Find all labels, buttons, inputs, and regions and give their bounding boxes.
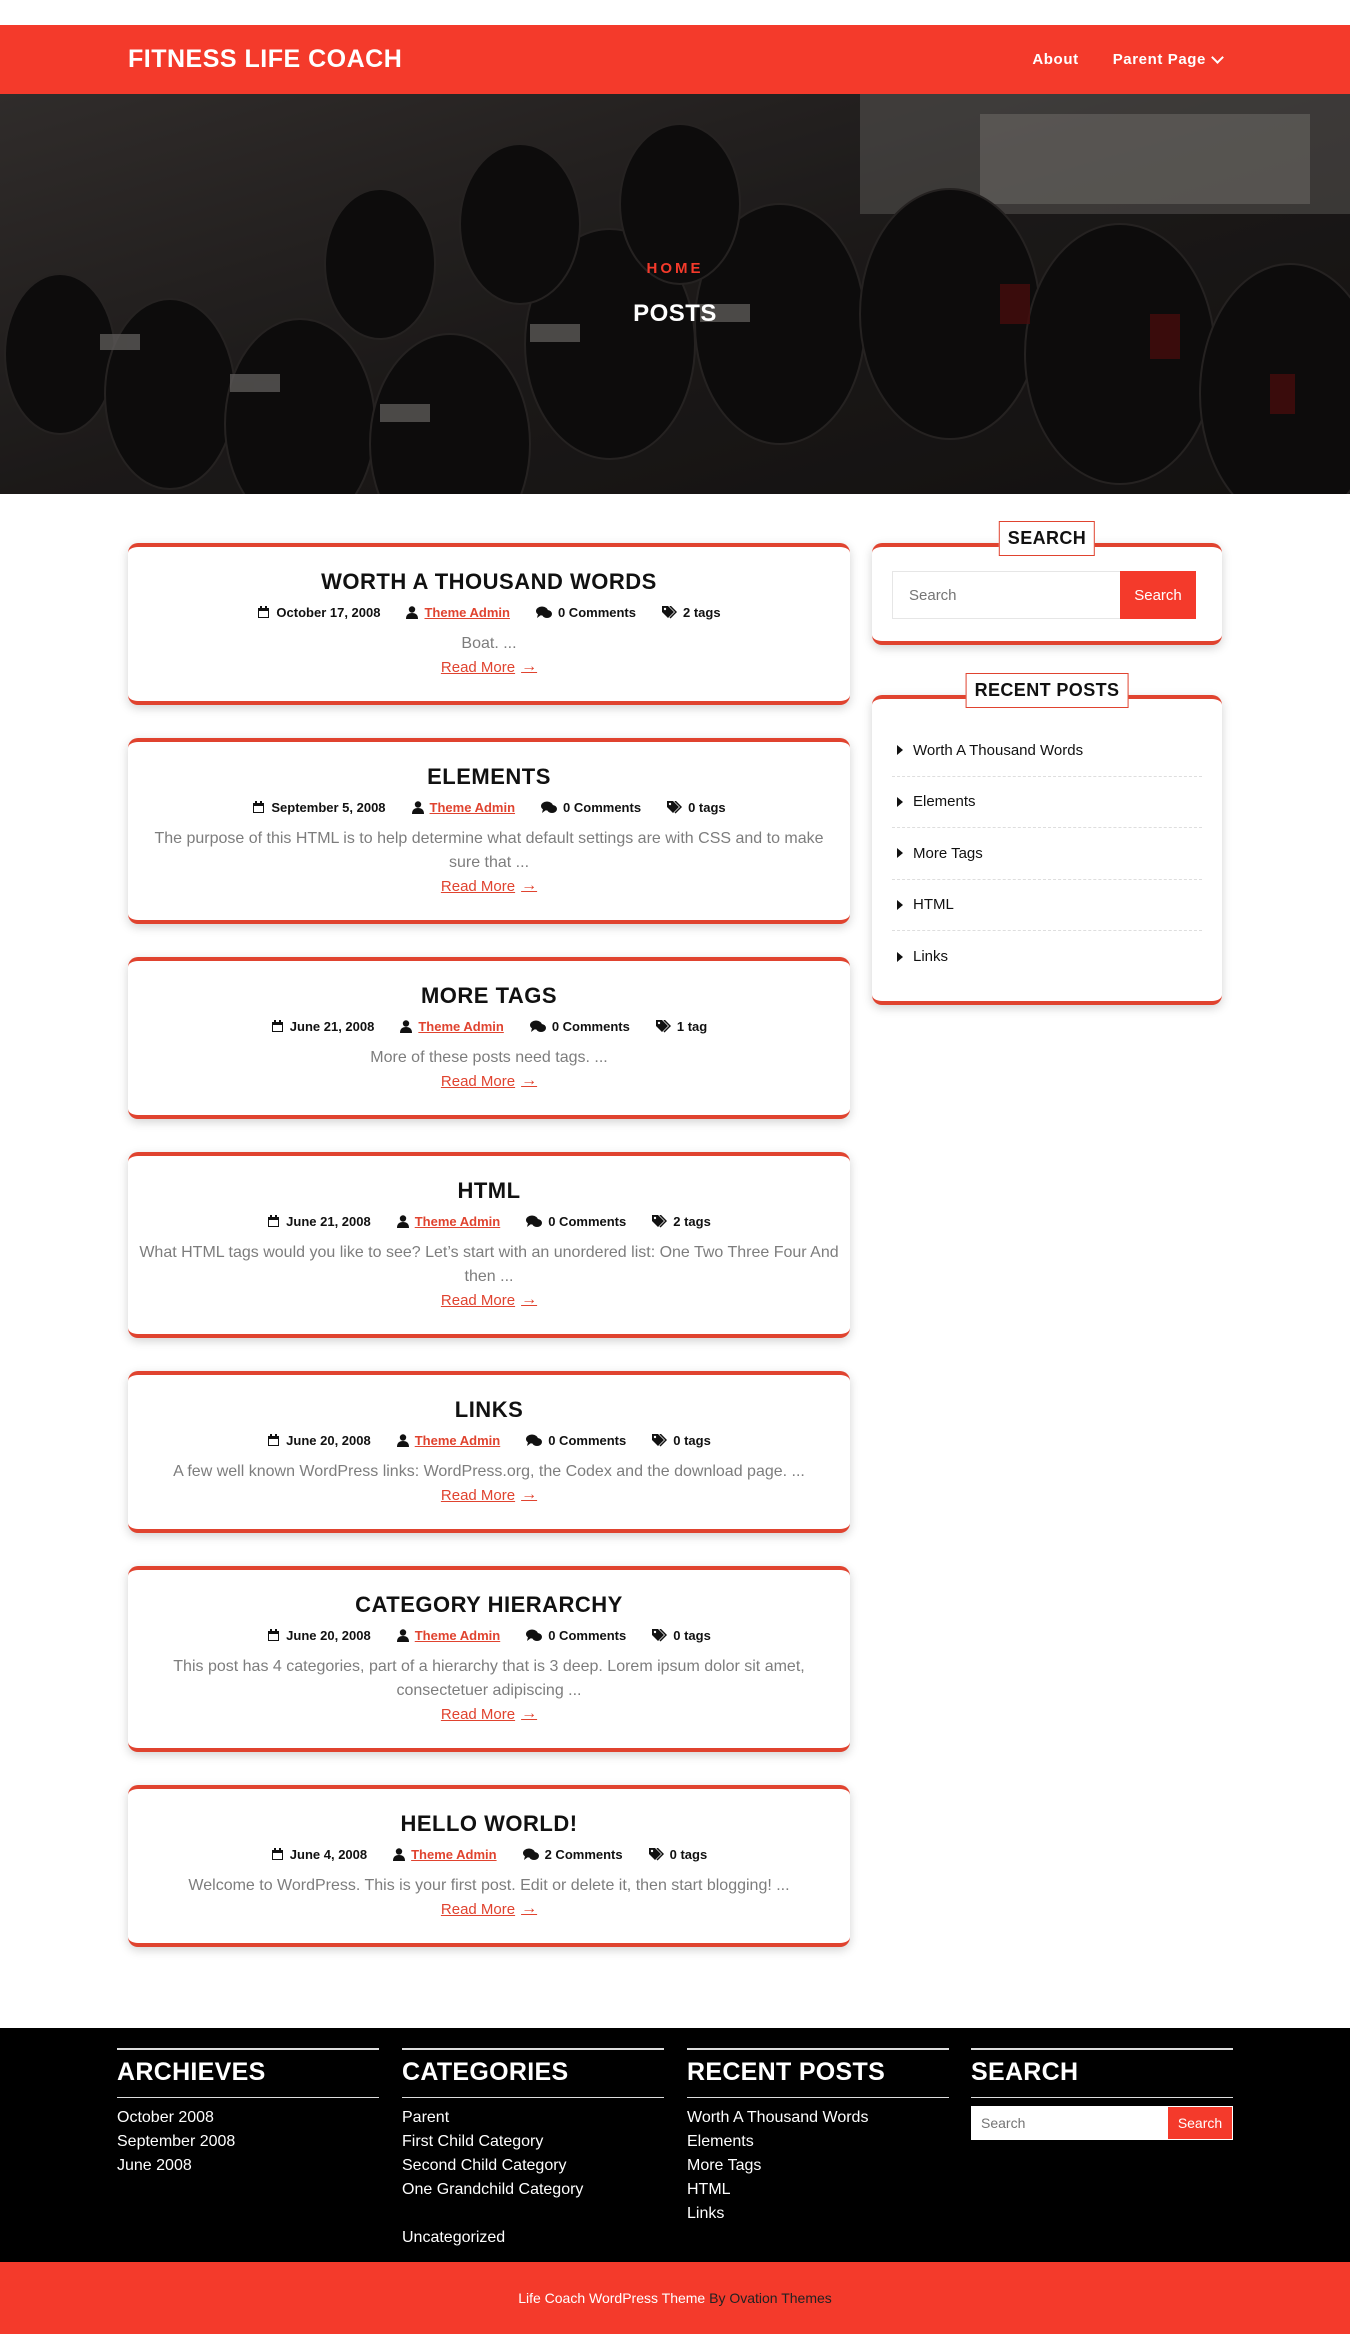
recent-post-label: Elements (913, 793, 976, 811)
post-excerpt: More of these posts need tags. ... (370, 1049, 608, 1066)
post-excerpt: A few well known WordPress links: WordPress.org, the Codex and the download page. ... (173, 1463, 805, 1480)
post-excerpt: Welcome to WordPress. This is your first post. Edit or delete it, then start blogging! ... (188, 1877, 790, 1894)
read-more-link[interactable] (441, 877, 537, 895)
site-footer (0, 2028, 1350, 2262)
post-meta (128, 605, 850, 620)
post-date: June 21, 2008 (286, 1214, 371, 1229)
post-comments: 0 Comments (548, 1214, 627, 1229)
post-author-link[interactable]: Theme Admin (414, 1628, 501, 1643)
recent-post-item[interactable] (892, 725, 1202, 777)
post-author-link[interactable]: Theme Admin (424, 605, 510, 620)
post-card (128, 1152, 850, 1338)
user-icon (406, 606, 418, 619)
site-title[interactable]: FITNESS LIFE COACH (128, 45, 403, 73)
user-icon (397, 1215, 409, 1228)
footer-categories (402, 2048, 664, 2250)
post-tags: 0 tags (673, 1433, 711, 1448)
footer-archives (117, 2048, 379, 2178)
post-date: June 20, 2008 (286, 1628, 371, 1643)
arrow-right-icon: → (521, 1072, 538, 1089)
post-tags: 0 tags (688, 800, 726, 815)
caret-right-icon (897, 900, 903, 910)
read-more-link[interactable] (441, 1291, 537, 1309)
read-more-label: Read More (440, 658, 516, 676)
caret-right-icon (897, 745, 903, 755)
post-date: June 4, 2008 (289, 1847, 368, 1862)
comments-icon (526, 1215, 542, 1228)
footer-recent-post-link[interactable]: Worth A Thousand Words (687, 2109, 869, 2126)
footer-widget-title: RECENT POSTS (687, 2048, 949, 2098)
archives-list (117, 2106, 379, 2178)
read-more-link[interactable] (441, 1705, 537, 1723)
tags-icon (656, 1020, 671, 1033)
post-card (128, 543, 850, 705)
nav-item-parent-page[interactable] (1113, 51, 1222, 68)
categories-list (402, 2106, 664, 2250)
post-tags: 2 tags (673, 1214, 711, 1229)
post-excerpt: This post has 4 categories, part of a hierarchy that is 3 deep. Lorem ipsum dolor sit amet, consectetuer adipiscing ... (173, 1658, 805, 1699)
post-tags: 0 tags (669, 1847, 708, 1862)
post-card (128, 1371, 850, 1533)
footer-widget-title: ARCHIEVES (117, 2048, 379, 2098)
tags-icon (652, 1434, 667, 1447)
footer-recent-post-link[interactable]: HTML (687, 2181, 731, 2198)
post-tags: 1 tag (676, 1019, 708, 1034)
top-gap (0, 0, 1350, 25)
arrow-right-icon: → (521, 1900, 538, 1917)
comments-icon (523, 1848, 539, 1861)
post-author-link[interactable]: Theme Admin (414, 1433, 501, 1448)
post-meta (128, 1214, 850, 1229)
post-title[interactable]: WORTH A THOUSAND WORDS (321, 569, 657, 594)
recent-post-label: HTML (913, 896, 954, 914)
calendar-icon (271, 1848, 284, 1861)
widget-title: RECENT POSTS (966, 673, 1129, 708)
comments-icon (526, 1434, 542, 1447)
post-comments: 0 Comments (557, 605, 636, 620)
post-comments: 2 Comments (544, 1847, 623, 1862)
tags-icon (652, 1629, 667, 1642)
arrow-right-icon: → (521, 1486, 538, 1503)
post-author-link[interactable]: Theme Admin (414, 1214, 501, 1229)
archive-link[interactable]: September 2008 (117, 2133, 236, 2150)
post-card (128, 738, 850, 924)
post-author-link[interactable]: Theme Admin (418, 1019, 504, 1034)
footer-recent-post-link[interactable]: More Tags (687, 2157, 762, 2174)
post-author-link[interactable]: Theme Admin (429, 800, 516, 815)
recent-post-label: More Tags (913, 844, 983, 862)
post-card (128, 957, 850, 1119)
user-icon (400, 1020, 412, 1033)
comments-icon (526, 1629, 542, 1642)
caret-right-icon (897, 797, 903, 807)
read-more-link[interactable] (441, 1072, 537, 1090)
recent-posts-list (892, 725, 1202, 983)
arrow-right-icon: → (521, 877, 538, 894)
recent-post-item[interactable] (892, 777, 1202, 829)
calendar-icon (267, 1629, 280, 1642)
caret-right-icon (897, 952, 903, 962)
recent-post-item[interactable] (892, 828, 1202, 880)
post-title[interactable]: HTML (457, 1178, 521, 1203)
comments-icon (530, 1020, 546, 1033)
tags-icon (662, 606, 677, 619)
post-title[interactable]: LINKS (454, 1397, 524, 1422)
calendar-icon (267, 1215, 280, 1228)
tags-icon (667, 801, 682, 814)
post-meta (128, 1628, 850, 1643)
post-title[interactable]: CATEGORY HIERARCHY (355, 1592, 623, 1617)
breadcrumb[interactable]: HOME (646, 260, 704, 277)
post-meta (128, 1847, 850, 1862)
footer-search-form (971, 2106, 1233, 2140)
recent-post-label: Worth A Thousand Words (913, 741, 1084, 759)
post-comments: 0 Comments (563, 800, 642, 815)
widget-title: SEARCH (999, 521, 1095, 556)
read-more-link[interactable] (441, 1486, 537, 1504)
caret-right-icon (897, 848, 903, 858)
user-icon (397, 1629, 409, 1642)
read-more-label: Read More (440, 1291, 516, 1309)
read-more-link[interactable] (441, 658, 537, 676)
post-meta (128, 800, 850, 815)
tags-icon (649, 1848, 664, 1861)
footer-search (971, 2048, 1233, 2140)
post-tags: 0 tags (673, 1628, 711, 1643)
post-author-link[interactable]: Theme Admin (411, 1847, 497, 1862)
arrow-right-icon: → (521, 1705, 538, 1722)
post-comments: 0 Comments (548, 1433, 627, 1448)
category-link[interactable]: Uncategorized (402, 2229, 506, 2246)
page-title: POSTS (633, 300, 717, 327)
nav-item-parent-page-label: Parent Page (1112, 51, 1206, 68)
post-date: September 5, 2008 (271, 800, 386, 815)
calendar-icon (257, 606, 270, 619)
category-link[interactable]: First Child Category (402, 2133, 544, 2150)
footer-recent-post-link[interactable]: Elements (687, 2133, 754, 2150)
user-icon (412, 801, 424, 814)
read-more-label: Read More (440, 1900, 516, 1918)
tags-icon (652, 1215, 667, 1228)
read-more-label: Read More (440, 877, 516, 895)
author-credit-link[interactable]: By Ovation Themes (705, 2290, 832, 2306)
post-date: June 20, 2008 (286, 1433, 371, 1448)
category-link[interactable]: Parent (402, 2109, 450, 2126)
comments-icon (541, 801, 557, 814)
post-comments: 0 Comments (548, 1628, 627, 1643)
post-title[interactable]: MORE TAGS (420, 983, 558, 1008)
recent-post-item[interactable] (892, 880, 1202, 932)
post-date: October 17, 2008 (276, 605, 381, 620)
post-tags: 2 tags (683, 605, 721, 620)
footer-recent-posts-list (687, 2106, 949, 2226)
hero-overlay (0, 94, 1350, 494)
nav-item-about[interactable] (1032, 51, 1078, 68)
post-title[interactable]: HELLO WORLD! (400, 1811, 578, 1836)
category-link[interactable]: One Grandchild Category (402, 2181, 584, 2198)
read-more-label: Read More (440, 1486, 516, 1504)
copyright-bar (0, 2262, 1350, 2334)
post-excerpt: The purpose of this HTML is to help determine what default settings are with CSS and to make sure that ... (154, 830, 824, 871)
footer-widget-title: CATEGORIES (402, 2048, 664, 2098)
archive-link[interactable]: June 2008 (117, 2157, 192, 2174)
post-card (128, 1785, 850, 1947)
user-icon (397, 1434, 409, 1447)
theme-credit-link[interactable]: Life Coach WordPress Theme (518, 2290, 706, 2306)
post-card (128, 1566, 850, 1752)
read-more-label: Read More (440, 1072, 516, 1090)
comments-icon (536, 606, 552, 619)
footer-recent-posts (687, 2048, 949, 2226)
post-meta (128, 1019, 850, 1034)
footer-widget-title: SEARCH (971, 2048, 1233, 2098)
calendar-icon (267, 1434, 280, 1447)
main-content (0, 494, 1350, 2028)
post-excerpt: Boat. ... (461, 635, 517, 652)
main-nav (1032, 25, 1222, 94)
recent-post-item[interactable] (892, 931, 1202, 983)
chevron-down-icon (1211, 51, 1224, 64)
footer-search-button[interactable]: Search (1167, 2106, 1233, 2140)
nav-item-about-label: About (1032, 51, 1079, 68)
user-icon (393, 1848, 405, 1861)
post-meta (128, 1433, 850, 1448)
read-more-label: Read More (440, 1705, 516, 1723)
sidebar-search-widget (872, 528, 1222, 645)
footer-search-input[interactable] (971, 2106, 1167, 2140)
hero-banner (0, 94, 1350, 494)
post-title[interactable]: ELEMENTS (427, 764, 551, 789)
search-form (892, 571, 1196, 619)
calendar-icon (252, 801, 265, 814)
arrow-right-icon: → (521, 1291, 538, 1308)
archive-link[interactable]: October 2008 (117, 2109, 214, 2126)
sidebar-recent-posts-widget (872, 680, 1222, 1005)
site-header (0, 25, 1350, 94)
calendar-icon (271, 1020, 284, 1033)
category-link[interactable]: Second Child Category (402, 2157, 567, 2174)
post-date: June 21, 2008 (289, 1019, 375, 1034)
post-comments: 0 Comments (551, 1019, 630, 1034)
search-button[interactable]: Search (1120, 571, 1196, 619)
footer-recent-post-link[interactable]: Links (687, 2205, 725, 2222)
recent-post-label: Links (913, 948, 949, 966)
read-more-link[interactable] (441, 1900, 537, 1918)
search-input[interactable] (892, 571, 1120, 619)
post-excerpt: What HTML tags would you like to see? Let’s start with an unordered list: One Two Three Four And then ... (139, 1244, 839, 1285)
arrow-right-icon: → (521, 658, 538, 675)
